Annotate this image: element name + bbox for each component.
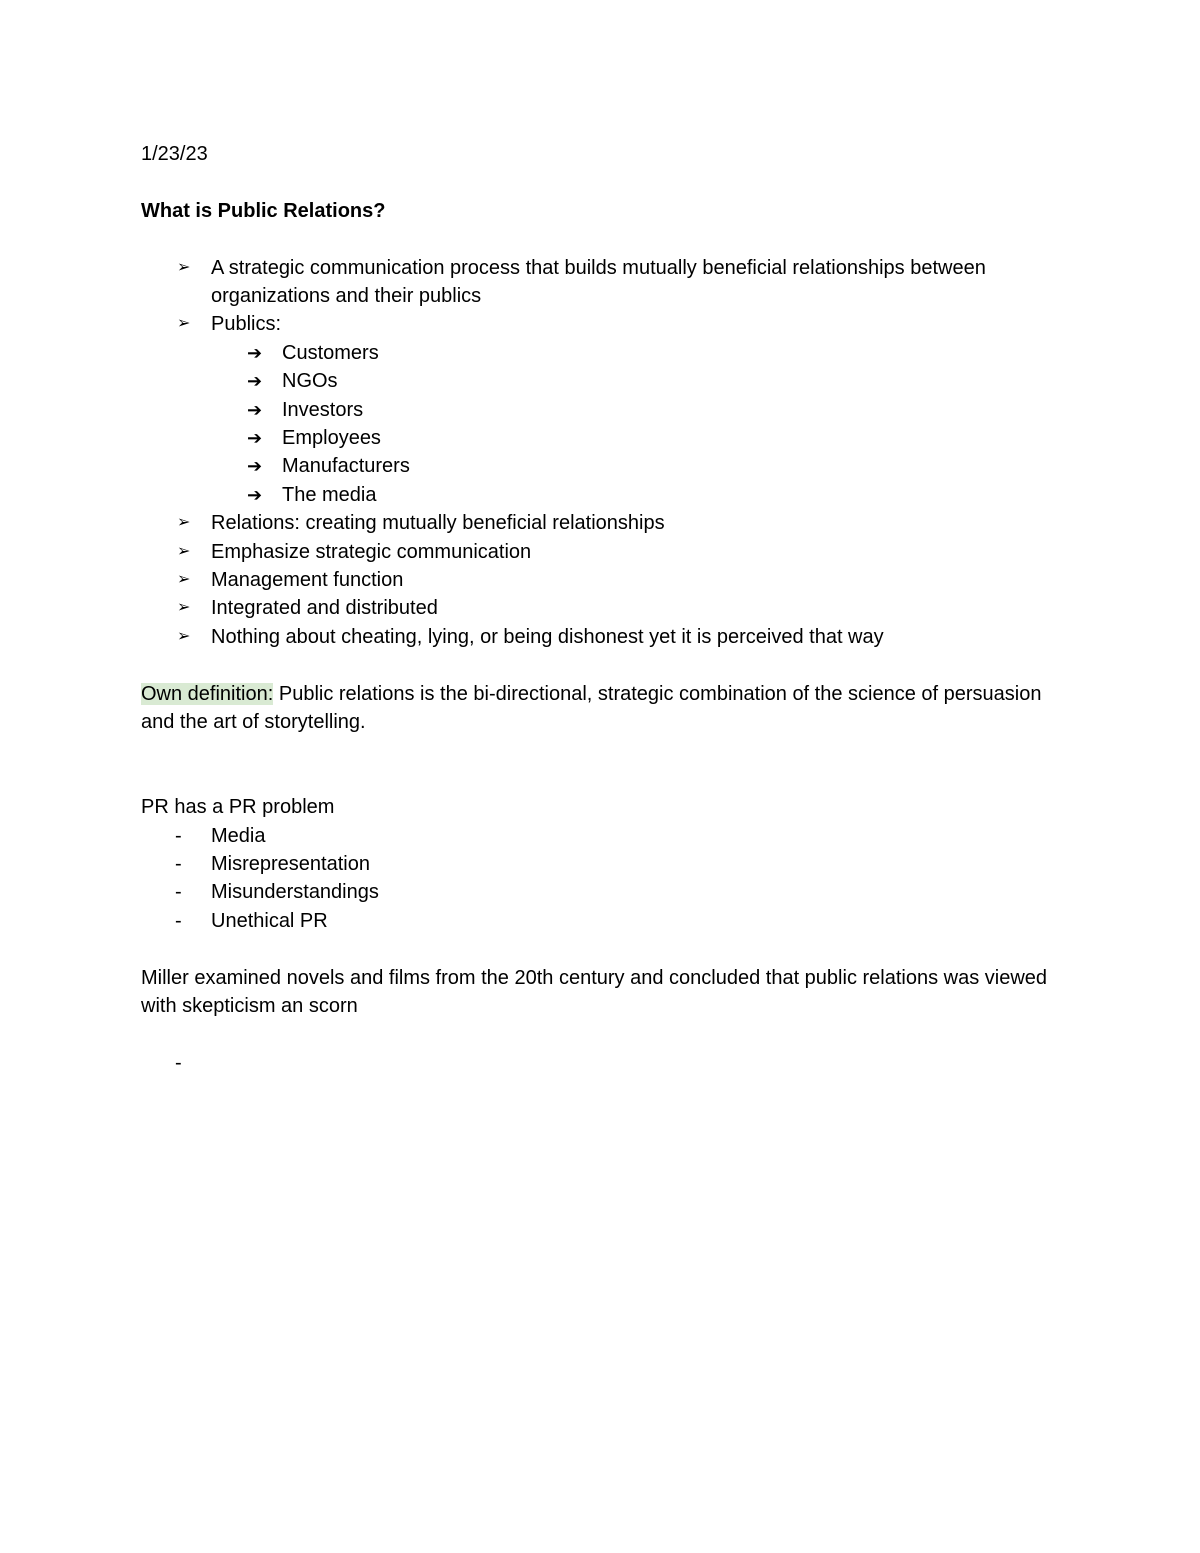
list-item xyxy=(141,481,1061,509)
dash-bullet: - xyxy=(175,824,182,847)
own-definition-text: Public relations is the bi-directional, strategic combination of the science of persuasion and the art of storytelling. xyxy=(141,682,1042,734)
list-item xyxy=(141,594,1061,622)
arrow-bullet-icon: ➢ xyxy=(177,599,191,617)
list-item-text: A strategic communication process that builds mutually beneficial relationships between organizations and their publics xyxy=(211,256,986,307)
list-item xyxy=(141,452,1061,480)
list-item-text: Misrepresentation xyxy=(211,853,370,876)
right-arrow-icon: ➔ xyxy=(247,371,263,392)
miller-paragraph: Miller examined novels and films from the 20th century and concluded that public relations was viewed with skepticism an scorn xyxy=(141,966,1048,1018)
list-item xyxy=(141,822,1061,850)
dash-bullet: - xyxy=(175,1051,182,1074)
dash-bullet: - xyxy=(175,909,182,932)
list-item xyxy=(141,878,1061,906)
problem-heading: PR has a PR problem xyxy=(141,796,335,819)
list-item-text: Relations: creating mutually beneficial relationships xyxy=(211,512,665,535)
list-item xyxy=(141,907,1061,935)
list-item-text: Employees xyxy=(282,427,381,450)
list-item xyxy=(141,396,1061,424)
list-item xyxy=(141,538,1061,566)
right-arrow-icon: ➔ xyxy=(247,484,263,505)
list-item-text: Customers xyxy=(282,341,379,364)
right-arrow-icon: ➔ xyxy=(247,456,263,477)
list-item-text: NGOs xyxy=(282,370,338,393)
arrow-bullet-icon: ➢ xyxy=(177,542,191,560)
own-definition-paragraph xyxy=(141,680,1061,737)
list-item-text: Unethical PR xyxy=(211,909,328,932)
list-item xyxy=(141,310,1061,338)
document-page xyxy=(141,140,1061,1074)
arrow-bullet-icon: ➢ xyxy=(177,514,191,532)
arrow-bullet-icon: ➢ xyxy=(177,258,191,276)
right-arrow-icon: ➔ xyxy=(247,428,263,449)
dash-bullet: - xyxy=(175,881,182,904)
list-item xyxy=(141,254,1061,311)
problem-list xyxy=(141,822,1061,936)
list-item-text: Nothing about cheating, lying, or being dishonest yet it is perceived that way xyxy=(211,625,884,648)
publics-list xyxy=(141,339,1061,509)
list-item-text: Investors xyxy=(282,398,364,421)
list-item-text: Management function xyxy=(211,569,404,592)
list-item xyxy=(141,367,1061,395)
right-arrow-icon: ➔ xyxy=(247,342,263,363)
list-item xyxy=(141,850,1061,878)
arrow-bullet-icon: ➢ xyxy=(177,627,191,645)
list-item-text: The media xyxy=(282,483,377,506)
dash-bullet: - xyxy=(175,853,182,876)
section-title: What is Public Relations? xyxy=(141,199,386,222)
own-definition-label: Own definition: xyxy=(141,682,274,705)
right-arrow-icon: ➔ xyxy=(247,399,263,420)
list-item xyxy=(141,623,1061,651)
date: 1/23/23 xyxy=(141,143,208,165)
list-item-text: Misunderstandings xyxy=(211,881,379,904)
list-item-text: Publics: xyxy=(211,313,282,336)
pr-definition-list xyxy=(141,254,1061,652)
list-item-text: Media xyxy=(211,824,266,847)
list-item-text: Emphasize strategic communication xyxy=(211,540,532,563)
list-item-text: Integrated and distributed xyxy=(211,597,438,620)
list-item xyxy=(141,509,1061,537)
arrow-bullet-icon: ➢ xyxy=(177,571,191,589)
list-item xyxy=(141,339,1061,367)
list-item xyxy=(141,566,1061,594)
arrow-bullet-icon: ➢ xyxy=(177,315,191,333)
list-item xyxy=(141,424,1061,452)
list-item-text: Manufacturers xyxy=(282,455,410,478)
